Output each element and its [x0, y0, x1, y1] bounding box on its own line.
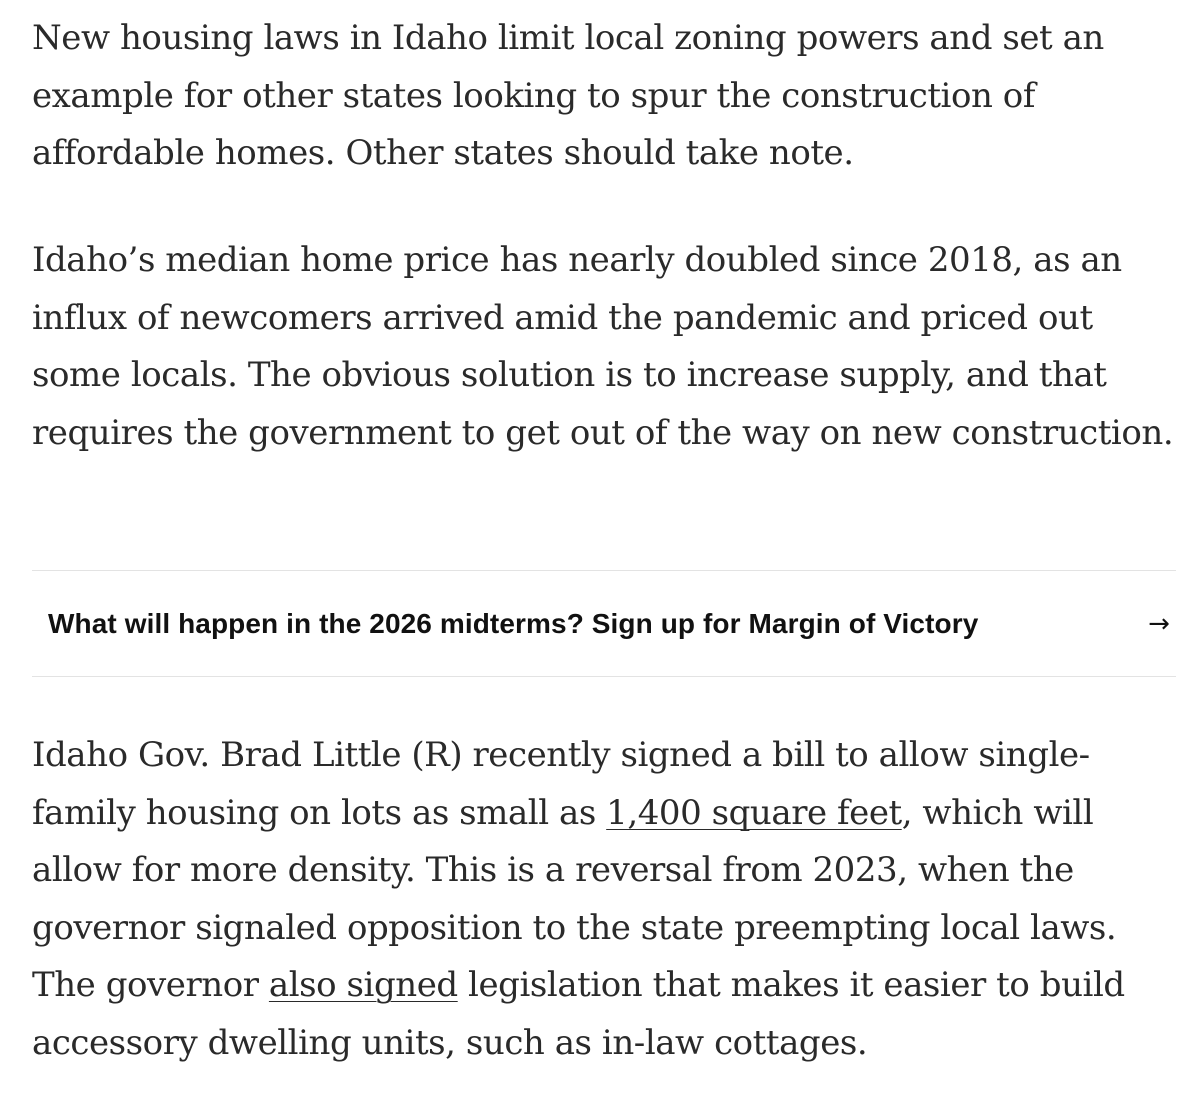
lot-size-link[interactable]: 1,400 square feet	[606, 792, 902, 833]
article-paragraph-3	[32, 727, 1176, 1072]
also-signed-link[interactable]: also signed	[268, 965, 458, 1005]
newsletter-promo-text: What will happen in the 2026 midterms? Sign up for Margin of Victory	[48, 607, 979, 639]
paragraph-3-text-2: , which will allow for more density. This is a reversal from 2023, when the governor signaled opposition to the state preempting local laws. The governor	[32, 792, 1117, 1005]
arrow-right-icon: →	[1148, 608, 1170, 639]
newsletter-signup-promo[interactable]	[32, 570, 1176, 677]
article-paragraph-1: New housing laws in Idaho limit local zoning powers and set an example for other states looking to spur the construction of affordable homes. Other states should take note.	[32, 18, 1104, 173]
paragraph-3-text-1: Idaho Gov. Brad Little (R) recently signed a bill to allow single-family housing on lots as small as	[32, 735, 1090, 833]
paragraph-3-text-3: legislation that makes it easier to build accessory dwelling units, such as in-law cottages.	[32, 965, 1125, 1063]
article-paragraph-2: Idaho’s median home price has nearly doubled since 2018, as an influx of newcomers arrived amid the pandemic and priced out some locals. The obvious solution is to increase supply, and that requires the government to get out of the way on new construction.	[32, 240, 1174, 453]
